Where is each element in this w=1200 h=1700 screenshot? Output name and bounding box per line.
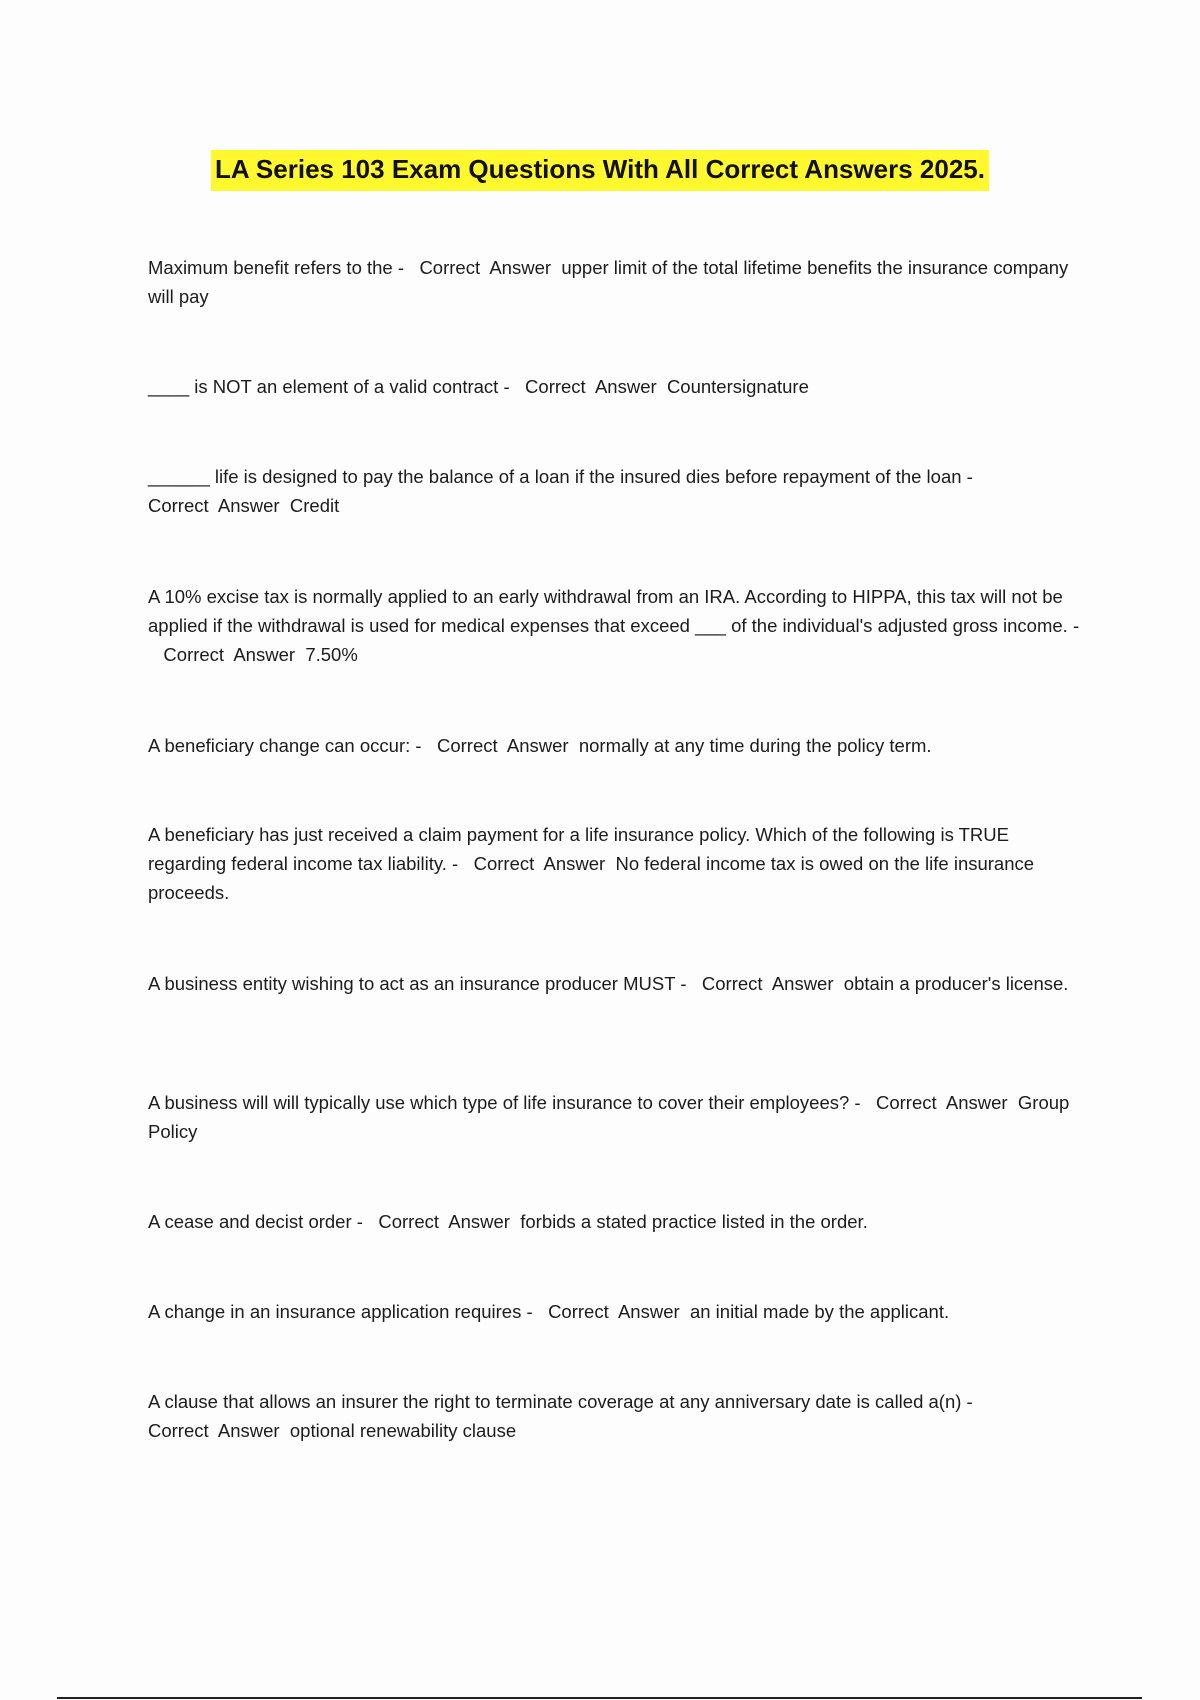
bottom-divider [57, 1697, 1142, 1699]
question-text: ______ life is designed to pay the balance of a loan if the insured dies before repayment of the loan - [148, 466, 973, 487]
qa-item [148, 582, 1088, 669]
answer-marker: Correct Answer [548, 1301, 680, 1322]
answer-marker: Correct Answer [436, 735, 569, 756]
answer-text: Group Policy [148, 1092, 1070, 1142]
answer-marker: Correct Answer [419, 257, 552, 278]
answer-text: obtain a producer's license. [843, 973, 1069, 994]
answer-text: No federal income tax is owed on the life insurance proceeds. [148, 853, 1035, 903]
document-title: LA Series 103 Exam Questions With All Correct Answers 2025. [211, 150, 989, 191]
question-text: A beneficiary has just received a claim payment for a life insurance policy. Which of the following is TRUE regarding federal income tax liability. - [148, 824, 1009, 874]
answer-marker: Correct Answer [525, 376, 657, 397]
answer-marker: Correct Answer [473, 853, 606, 874]
qa-item [148, 1088, 1088, 1146]
question-text: A 10% excise tax is normally applied to an early withdrawal from an IRA. According to HIPPA, this tax will not be applied if the withdrawal is used for medical expenses that exceed ___ of the individual's adjusted gross income. - [148, 586, 1080, 636]
answer-text: Countersignature [666, 376, 809, 397]
answer-marker: Correct Answer [378, 1211, 510, 1232]
question-text: A cease and decist order - [148, 1211, 363, 1232]
question-text: A beneficiary change can occur: - [148, 735, 422, 756]
answer-text: normally at any time during the policy term. [578, 735, 932, 756]
qa-item [148, 820, 1088, 907]
title-container [0, 150, 1200, 191]
answer-marker: Correct Answer [163, 644, 296, 665]
qa-item [148, 1387, 1088, 1445]
question-text: ____ is NOT an element of a valid contract - [148, 376, 510, 397]
qa-item [148, 462, 1088, 520]
answer-text: forbids a stated practice listed in the order. [520, 1211, 868, 1232]
question-text: A clause that allows an insurer the right to terminate coverage at any anniversary date is called a(n) - [148, 1391, 973, 1412]
answer-marker: Correct Answer [148, 495, 280, 516]
answer-text: an initial made by the applicant. [689, 1301, 950, 1322]
answer-text: upper limit of the total lifetime benefits the insurance company will pay [148, 257, 1069, 307]
qa-item [148, 1207, 1088, 1236]
question-text: A business entity wishing to act as an insurance producer MUST - [148, 973, 687, 994]
answer-text: Credit [289, 495, 340, 516]
qa-item [148, 253, 1088, 311]
answer-marker: Correct Answer [701, 973, 834, 994]
answer-marker: Correct Answer [148, 1420, 280, 1441]
qa-item [148, 1297, 1088, 1326]
qa-item [148, 731, 1088, 760]
qa-item [148, 969, 1088, 998]
question-text: A change in an insurance application requires - [148, 1301, 533, 1322]
qa-item [148, 372, 1088, 401]
question-text: Maximum benefit refers to the - [148, 257, 405, 278]
answer-text: 7.50% [305, 644, 358, 665]
answer-marker: Correct Answer [876, 1092, 1008, 1113]
question-text: A business will will typically use which type of life insurance to cover their employees? - [148, 1092, 861, 1113]
answer-text: optional renewability clause [289, 1420, 517, 1441]
